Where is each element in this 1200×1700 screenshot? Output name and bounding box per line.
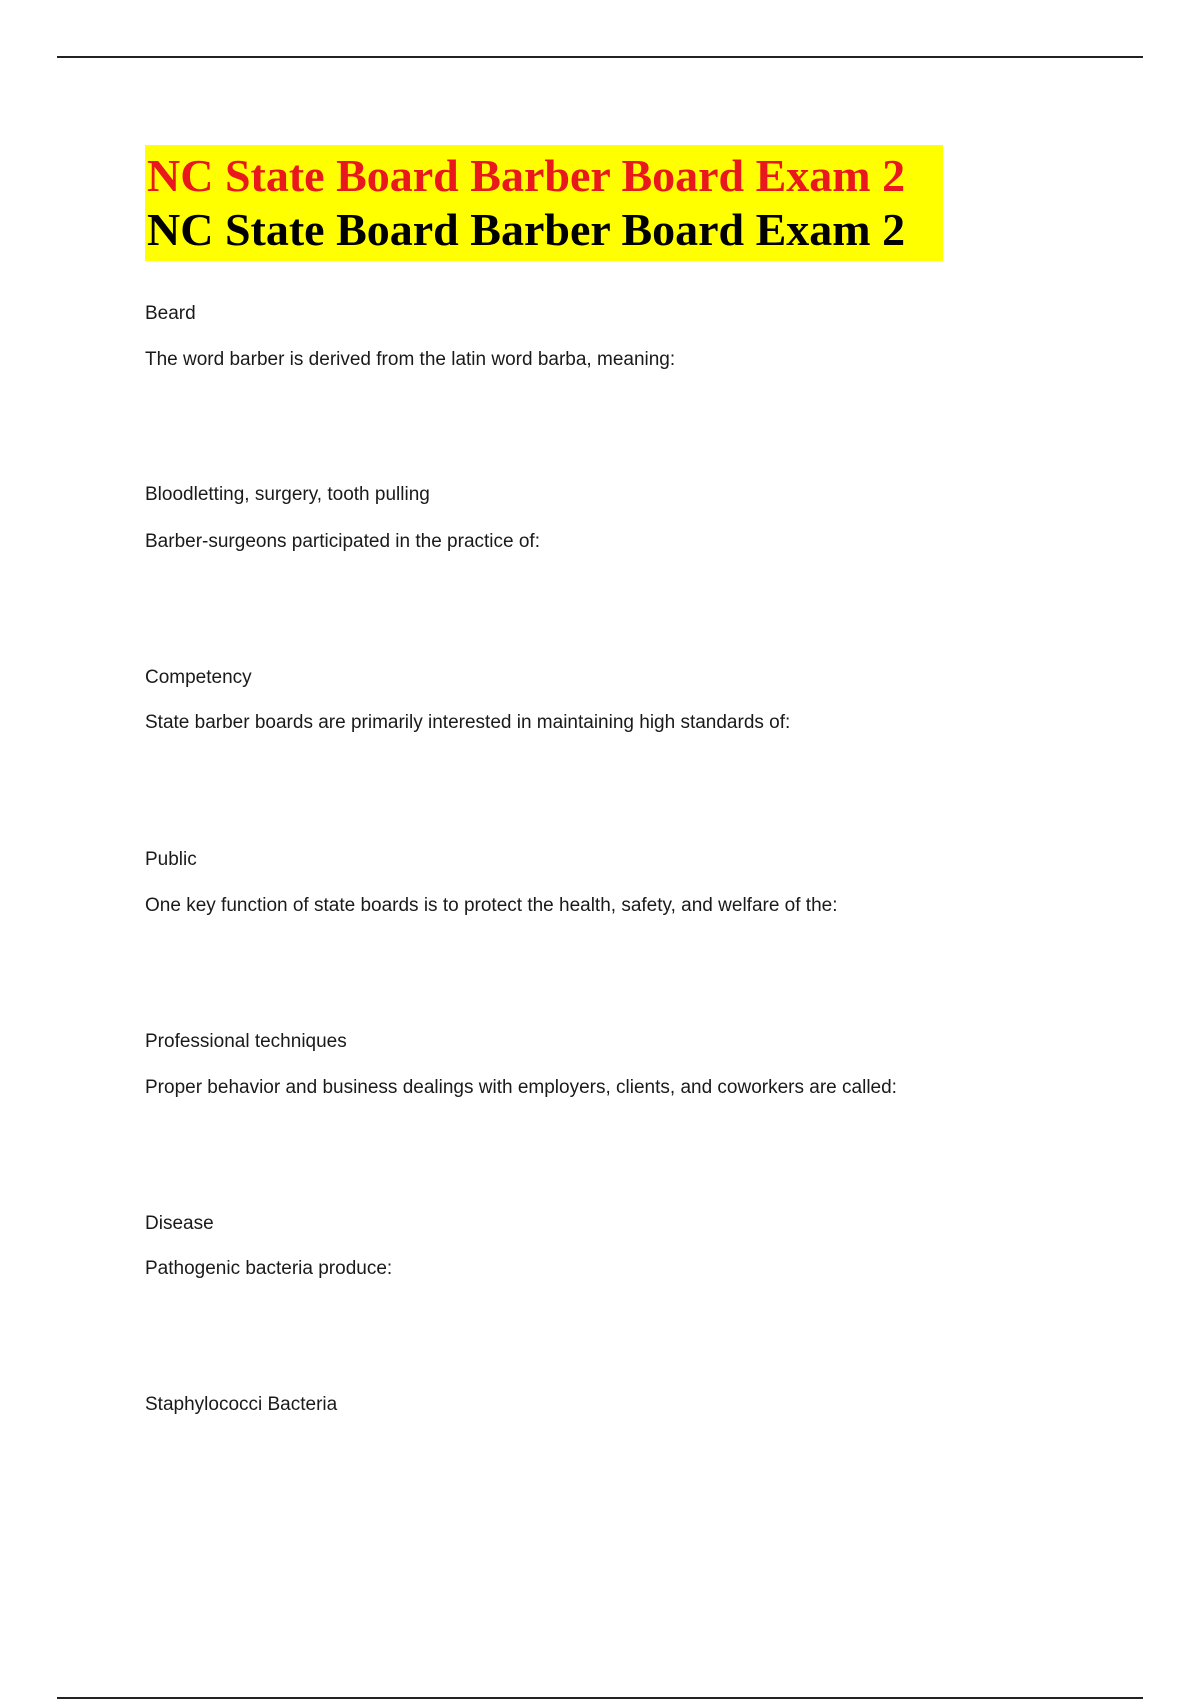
card-term: Staphylococci Bacteria [145,1394,338,1415]
header-rule [57,56,1143,58]
title-line-1: NC State Board Barber Board Exam 2 [147,150,906,201]
card-question: Pathogenic bacteria produce: [145,1258,393,1279]
card-term: Bloodletting, surgery, tooth pulling [145,484,430,505]
card-term: Competency [145,667,252,688]
card-question: State barber boards are primarily interested in maintaining high standards of: [145,712,791,733]
card-question: Barber-surgeons participated in the practice of: [145,531,540,552]
card-term: Beard [145,303,196,324]
title-highlight [145,145,943,261]
footer-rule [57,1697,1143,1699]
title-line-2: NC State Board Barber Board Exam 2 [147,204,906,255]
card-question: Proper behavior and business dealings with employers, clients, and coworkers are called: [145,1077,897,1098]
card-term: Public [145,849,197,870]
card-question: The word barber is derived from the latin word barba, meaning: [145,349,676,370]
card-question: One key function of state boards is to protect the health, safety, and welfare of the: [145,895,838,916]
card-term: Disease [145,1213,214,1234]
card-term: Professional techniques [145,1031,347,1052]
